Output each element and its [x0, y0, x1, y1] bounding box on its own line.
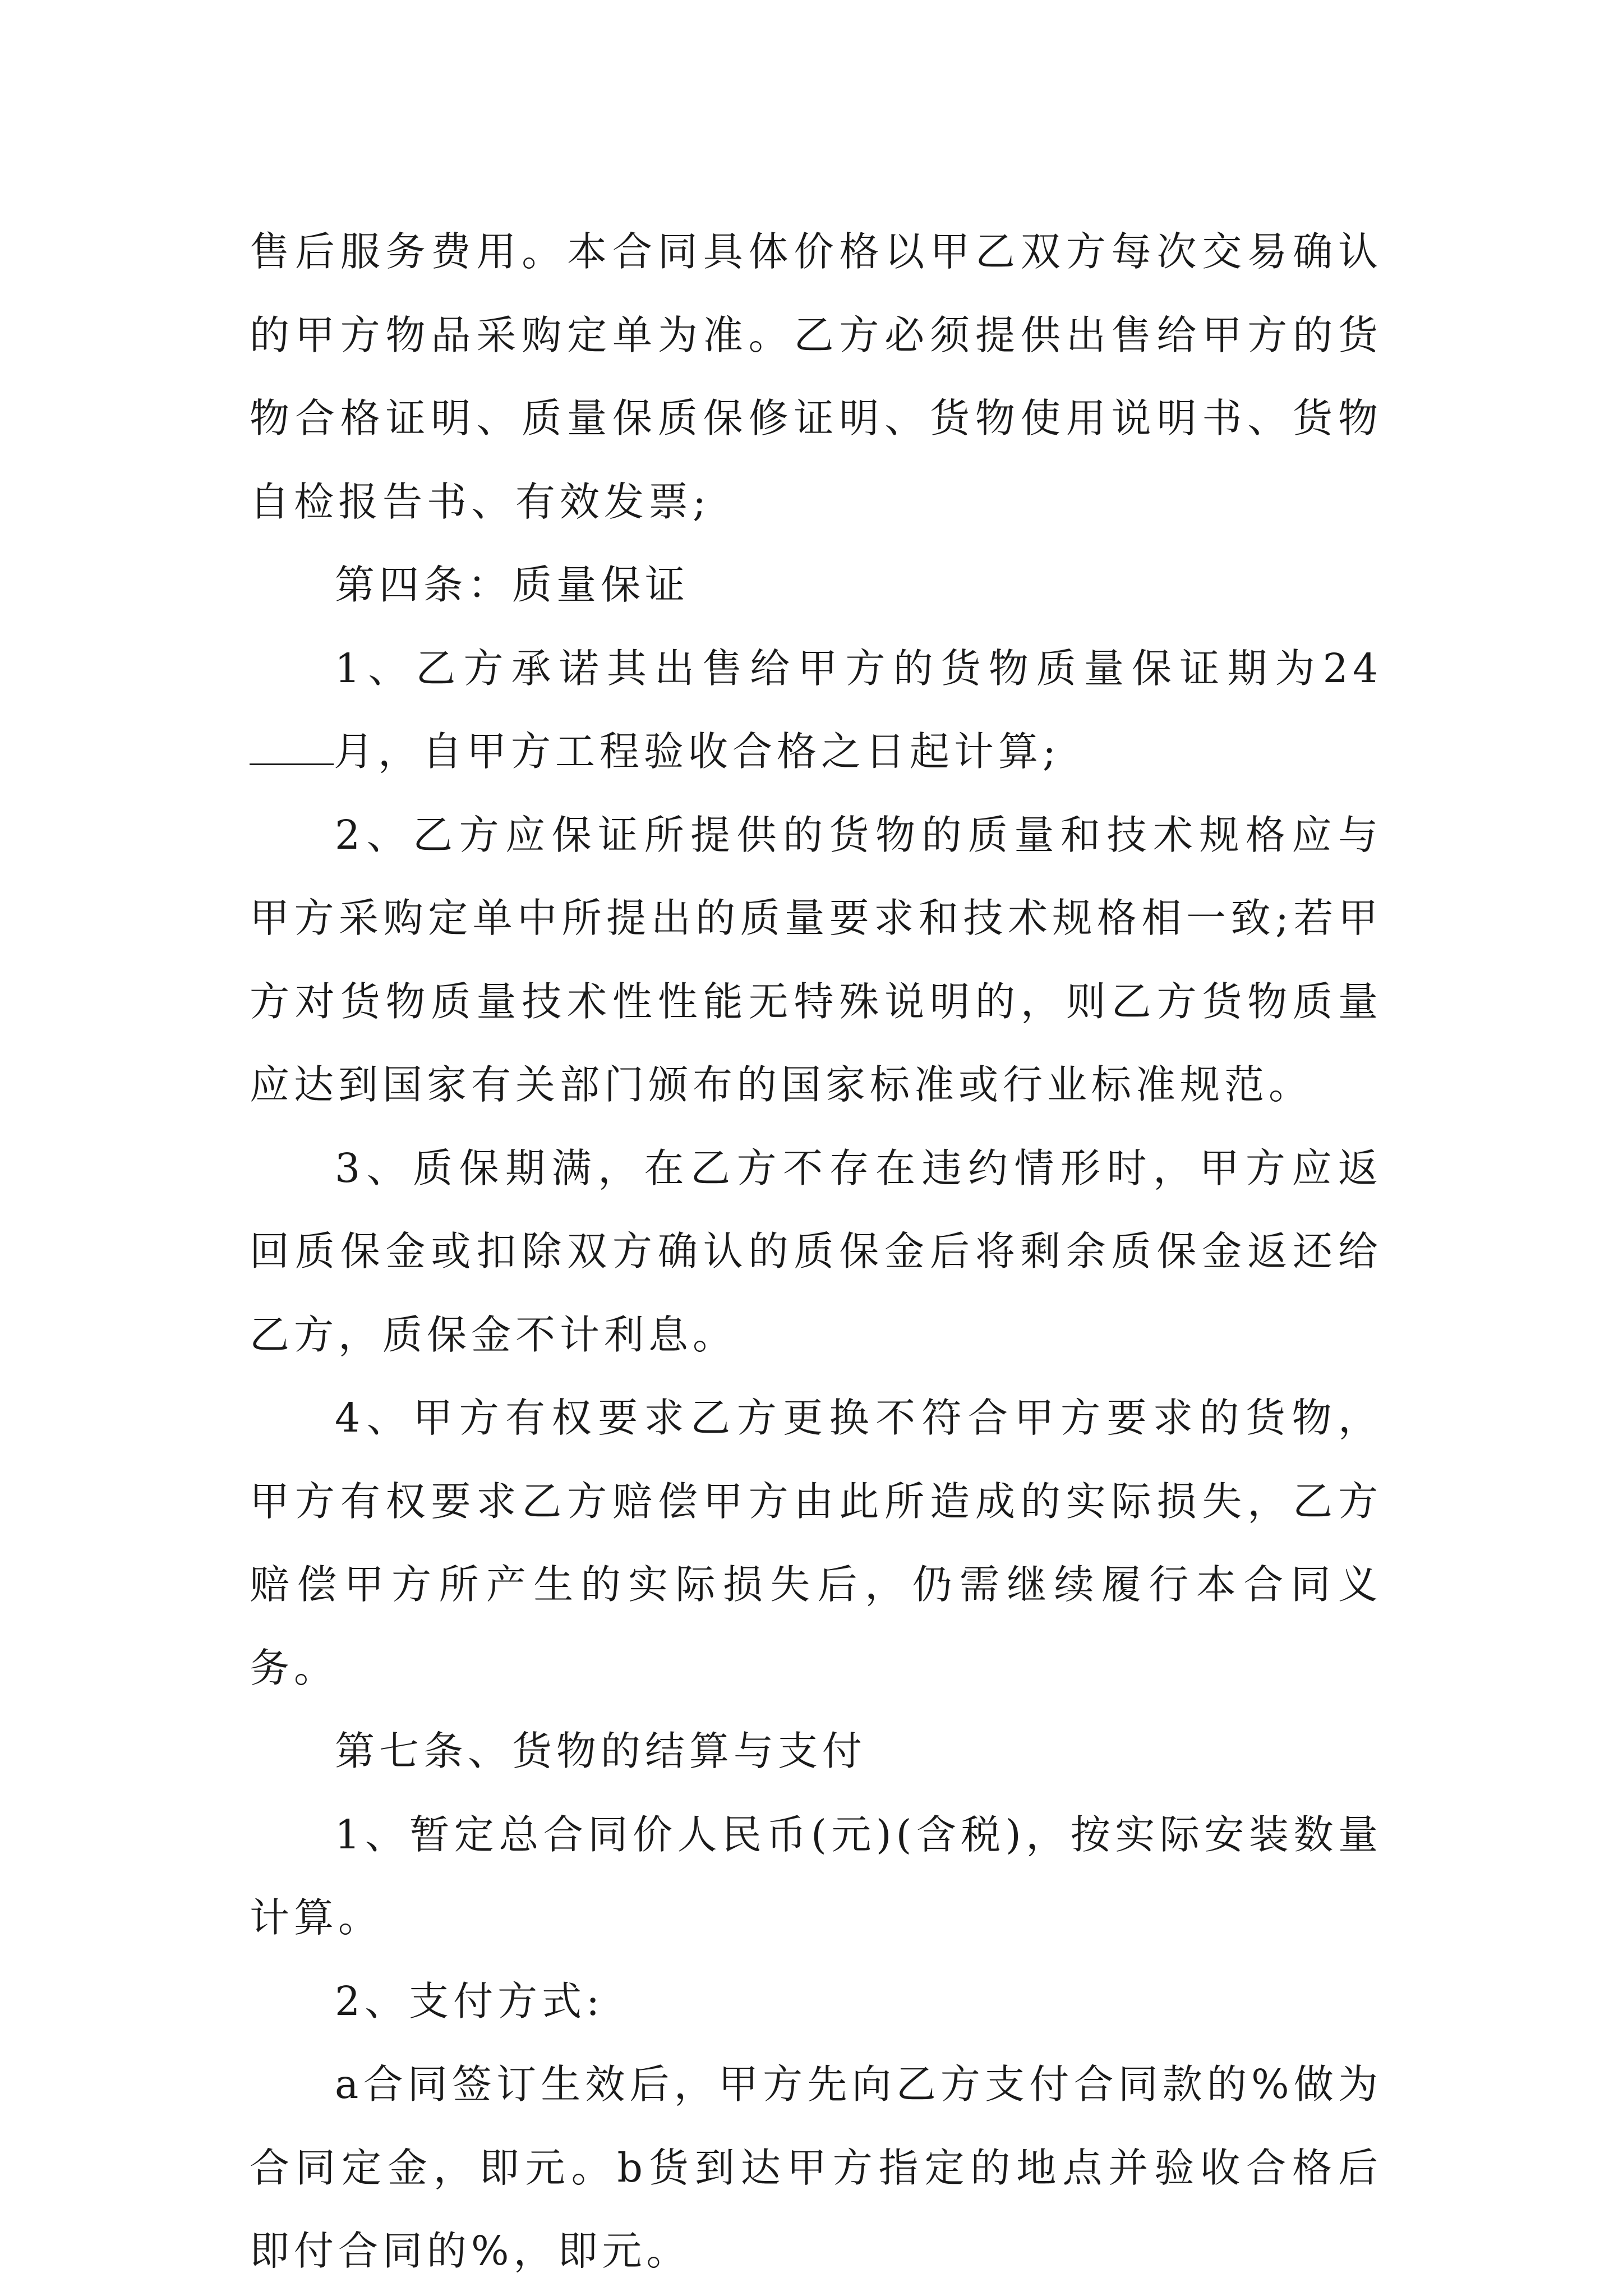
paragraph-retention-money: 3、质保期满，在乙方不存在违约情形时，甲方应返回质保金或扣除双方确认的质保金后将剩余质保金返还给乙方，质保金不计利息。 — [250, 1144, 1382, 1358]
warranty-period-text-before: 1、乙方承诺其出售给甲方的货物质量保证期为24 — [335, 645, 1382, 692]
paragraph-after-sales-fees: 售后服务费用。本合同具体价格以甲乙双方每次交易确认的甲方物品采购定单为准。乙方必须提供出售给甲方的货物合格证明、质量保质保修证明、货物使用说明书、货物自检报告书、有效发票; — [250, 228, 1382, 525]
paragraph-quality-specifications: 2、乙方应保证所提供的货物的质量和技术规格应与甲方采购定单中所提出的质量要求和技术规格相一致;若甲方对货物质量技术性性能无特殊说明的，则乙方货物质量应达到国家有关部门颁布的国家标准或行业标准规范。 — [250, 811, 1382, 1108]
paragraph-contract-price: 1、暂定总合同价人民币(元)(含税)，按实际安装数量计算。 — [250, 1811, 1382, 1941]
paragraph-payment-method-label: 2、支付方式: — [335, 1977, 605, 2024]
paragraph-replacement-rights: 4、甲方有权要求乙方更换不符合甲方要求的货物，甲方有权要求乙方赔偿甲方由此所造成的实际损失，乙方赔偿甲方所产生的实际损失后，仍需继续履行本合同义务。 — [250, 1395, 1382, 1691]
heading-article-4-quality-guarantee: 第四条：质量保证 — [335, 562, 690, 608]
warranty-period-text-after: 月，自甲方工程验收合格之日起计算; — [334, 728, 1061, 775]
fill-in-blank-line — [250, 730, 334, 765]
paragraph-warranty-period — [250, 627, 1382, 794]
document-body — [250, 210, 1382, 2293]
heading-article-7-settlement-payment: 第七条、货物的结算与支付 — [335, 1728, 867, 1774]
paragraph-payment-terms: a合同签订生效后，甲方先向乙方支付合同款的%做为合同定金，即元。b货到达甲方指定的地点并验收合格后即付合同的%，即元。 — [250, 2061, 1382, 2274]
